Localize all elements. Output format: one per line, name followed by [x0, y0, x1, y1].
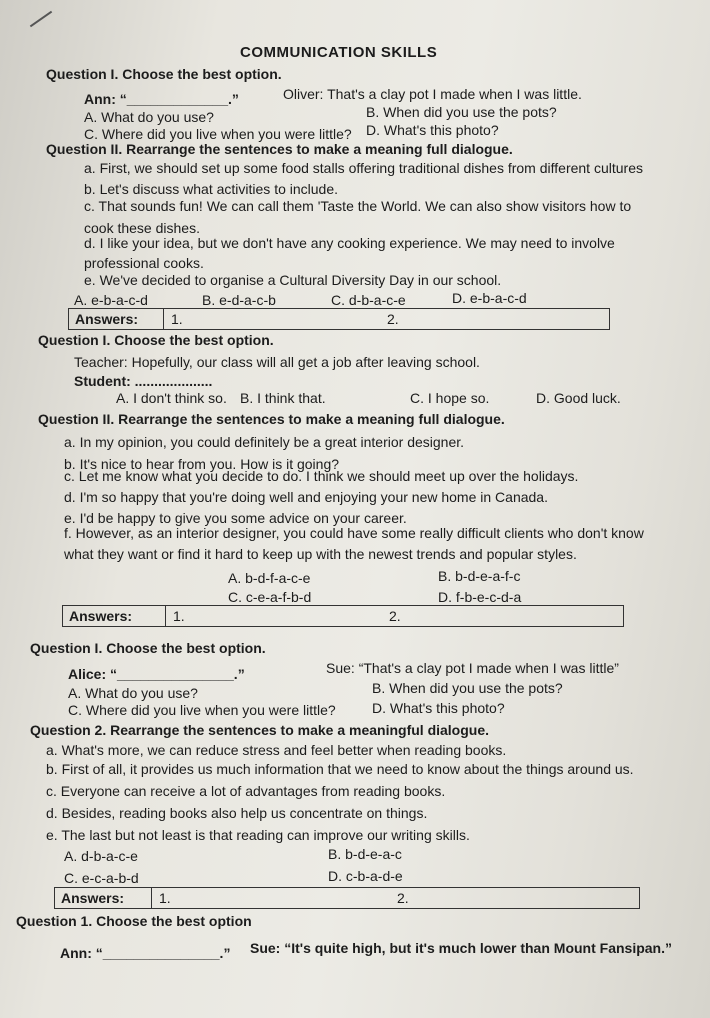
s3-q2-option-c[interactable]: C. e-c-a-b-d — [64, 870, 139, 886]
s3-answer-1[interactable]: 1. — [159, 890, 171, 906]
s1-answers-box — [68, 308, 610, 330]
s2-q2-line-d: d. I'm so happy that you're doing well and enjoying your new home in Canada. — [64, 489, 548, 505]
s3-answer-2[interactable]: 2. — [397, 890, 409, 906]
s2-student-line: Student: .................... — [74, 373, 213, 389]
s3-q2-line-e: e. The last but not least is that reading can improve our writing skills. — [46, 827, 470, 843]
s2-q2-line-c: c. Let me know what you decide to do. I think we should meet up over the holidays. — [64, 468, 579, 484]
pen-mark — [30, 11, 52, 28]
s1-q1-option-b[interactable]: B. When did you use the pots? — [366, 104, 557, 120]
s2-answers-label: Answers: — [69, 608, 133, 624]
s1-q1-prompt: Ann: “_____________.” — [84, 91, 239, 107]
s2-q2-line-b: b. It's nice to hear from you. How is it going? — [64, 456, 340, 472]
s4-reply: Sue: “It's quite high, but it's much lower than Mount Fansipan.” — [250, 940, 672, 956]
s1-q1-option-c[interactable]: C. Where did you live when you were little? — [84, 126, 352, 142]
s1-q2-line-e: e. We've decided to organise a Cultural Diversity Day in our school. — [84, 272, 502, 288]
s3-q2-heading: Question 2. Rearrange the sentences to make a meaningful dialogue. — [30, 722, 490, 738]
s3-q1-option-d[interactable]: D. What's this photo? — [372, 700, 505, 716]
s2-q1-option-d[interactable]: D. Good luck. — [536, 390, 621, 406]
s2-q2-heading: Question II. Rearrange the sentences to make a meaning full dialogue. — [38, 411, 505, 427]
s1-q2-option-d[interactable]: D. e-b-a-c-d — [452, 290, 527, 306]
s1-q2-line-c: c. That sounds fun! We can call them 'Taste the World. We can also show visitors how to — [84, 198, 632, 214]
s2-q2-line-f2: what they want or find it hard to keep up with the newest trends and popular styles. — [64, 546, 577, 562]
s1-q1-heading: Question I. Choose the best option. — [46, 66, 282, 82]
s4-q1-heading: Question 1. Choose the best option — [16, 913, 252, 929]
s4-prompt: Ann: “_______________.” — [60, 945, 231, 961]
s3-q1-reply: Sue: “That's a clay pot I made when I was little” — [326, 660, 619, 676]
s3-q2-line-b: b. First of all, it provides us much information that we need to know about the things around us. — [46, 761, 634, 777]
s2-q2-option-c[interactable]: C. c-e-a-f-b-d — [228, 589, 312, 605]
s1-q2-line-a: a. First, we should set up some food stalls offering traditional dishes from different cultures — [84, 160, 643, 176]
s1-q2-option-c[interactable]: C. d-b-a-c-e — [331, 292, 406, 308]
s1-q2-line-d2: professional cooks. — [84, 255, 204, 271]
s2-answers-box — [62, 605, 624, 627]
s1-q2-option-a[interactable]: A. e-b-a-c-d — [74, 292, 148, 308]
s2-q2-option-d[interactable]: D. f-b-e-c-d-a — [438, 589, 522, 605]
s3-q1-option-a[interactable]: A. What do you use? — [68, 685, 198, 701]
s1-q2-line-b: b. Let's discuss what activities to include. — [84, 181, 339, 197]
s2-answer-2[interactable]: 2. — [389, 608, 401, 624]
s3-q2-option-b[interactable]: B. b-d-e-a-c — [328, 846, 402, 862]
s2-answer-1[interactable]: 1. — [173, 608, 185, 624]
s3-q1-option-b[interactable]: B. When did you use the pots? — [372, 680, 563, 696]
s2-q1-option-b[interactable]: B. I think that. — [240, 390, 326, 406]
s1-q2-line-c2: cook these dishes. — [84, 220, 200, 236]
page-title: COMMUNICATION SKILLS — [240, 44, 438, 61]
s3-q2-option-a[interactable]: A. d-b-a-c-e — [64, 848, 138, 864]
s1-q2-option-b[interactable]: B. e-d-a-c-b — [202, 292, 276, 308]
s2-q2-line-a: a. In my opinion, you could definitely be a great interior designer. — [64, 434, 465, 450]
s2-q2-option-a[interactable]: A. b-d-f-a-c-e — [228, 570, 311, 586]
s2-q2-line-f: f. However, as an interior designer, you could have some really difficult clients who don't know — [64, 525, 644, 541]
s2-q2-line-e: e. I'd be happy to give you some advice on your career. — [64, 510, 407, 526]
s3-q1-heading: Question I. Choose the best option. — [30, 640, 266, 656]
s2-q1-option-a[interactable]: A. I don't think so. — [116, 390, 227, 406]
s3-answers-box — [54, 887, 640, 909]
s1-q1-option-d[interactable]: D. What's this photo? — [366, 122, 499, 138]
s3-q1-option-c[interactable]: C. Where did you live when you were little? — [68, 702, 336, 718]
s2-q1-heading: Question I. Choose the best option. — [38, 332, 274, 348]
s2-q1-option-c[interactable]: C. I hope so. — [410, 390, 490, 406]
s1-answers-label: Answers: — [75, 311, 139, 327]
s1-q1-option-a[interactable]: A. What do you use? — [84, 109, 214, 125]
s1-q1-reply: Oliver: That's a clay pot I made when I was little. — [283, 86, 582, 102]
s3-answers-label: Answers: — [61, 890, 125, 906]
s3-q2-line-d: d. Besides, reading books also help us concentrate on things. — [46, 805, 428, 821]
s1-answer-1[interactable]: 1. — [171, 311, 183, 327]
s3-q1-prompt: Alice: “_______________.” — [68, 666, 245, 682]
s3-q2-line-c: c. Everyone can receive a lot of advantages from reading books. — [46, 783, 446, 799]
s2-q2-option-b[interactable]: B. b-d-e-a-f-c — [438, 568, 521, 584]
s1-answer-2[interactable]: 2. — [387, 311, 399, 327]
s1-q2-line-d: d. I like your idea, but we don't have any cooking experience. We may need to involve — [84, 235, 615, 251]
s1-q2-heading: Question II. Rearrange the sentences to make a meaning full dialogue. — [46, 141, 513, 157]
s3-q2-line-a: a. What's more, we can reduce stress and feel better when reading books. — [46, 742, 507, 758]
s2-teacher-line: Teacher: Hopefully, our class will all get a job after leaving school. — [74, 354, 480, 370]
s3-q2-option-d[interactable]: D. c-b-a-d-e — [328, 868, 403, 884]
